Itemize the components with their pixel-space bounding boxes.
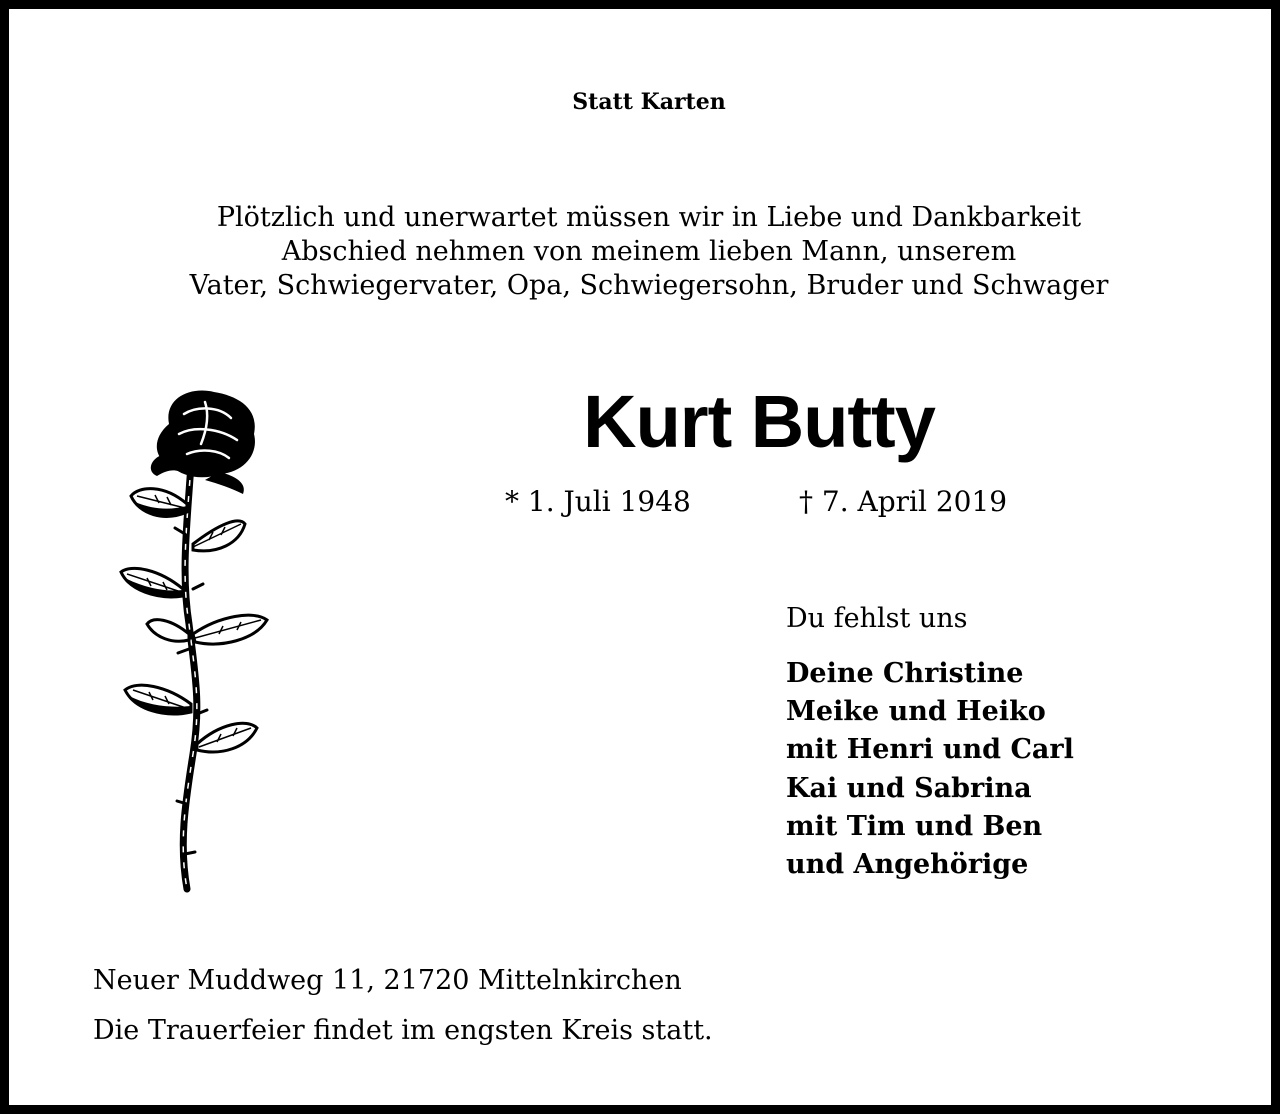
mourner-line: Kai und Sabrina: [786, 772, 1032, 804]
rose-icon: [109, 384, 279, 894]
intro-line: Vater, Schwiegervater, Opa, Schwiegersohn, Bruder und Schwager: [189, 270, 1109, 301]
mourner-line: und Angehörige: [786, 849, 1029, 881]
mourner-line: Meike und Heiko: [786, 696, 1046, 728]
mourner-line: Deine Christine: [786, 658, 1024, 689]
birth-date: * 1. Juli 1948: [505, 485, 691, 518]
intro-line: Abschied nehmen von meinem lieben Mann, unserem: [281, 236, 1017, 267]
mourner-line: mit Henri und Carl: [786, 734, 1074, 766]
address-line: Neuer Muddweg 11, 21720 Mittelnkirchen: [93, 965, 682, 996]
mourners-list: [786, 655, 1074, 884]
motto-text: Du fehlst uns: [786, 603, 968, 634]
deceased-name: Kurt Butty: [583, 380, 935, 463]
intro-line: Plötzlich und unerwartet müssen wir in Liebe und Dankbarkeit: [216, 202, 1082, 233]
mourner-line: mit Tim und Ben: [786, 810, 1043, 842]
ceremony-note: Die Trauerfeier findet im engsten Kreis statt.: [93, 1015, 713, 1046]
intro-text: [9, 201, 1280, 303]
death-date: † 7. April 2019: [799, 485, 1008, 518]
notice-heading: Statt Karten: [572, 89, 726, 115]
